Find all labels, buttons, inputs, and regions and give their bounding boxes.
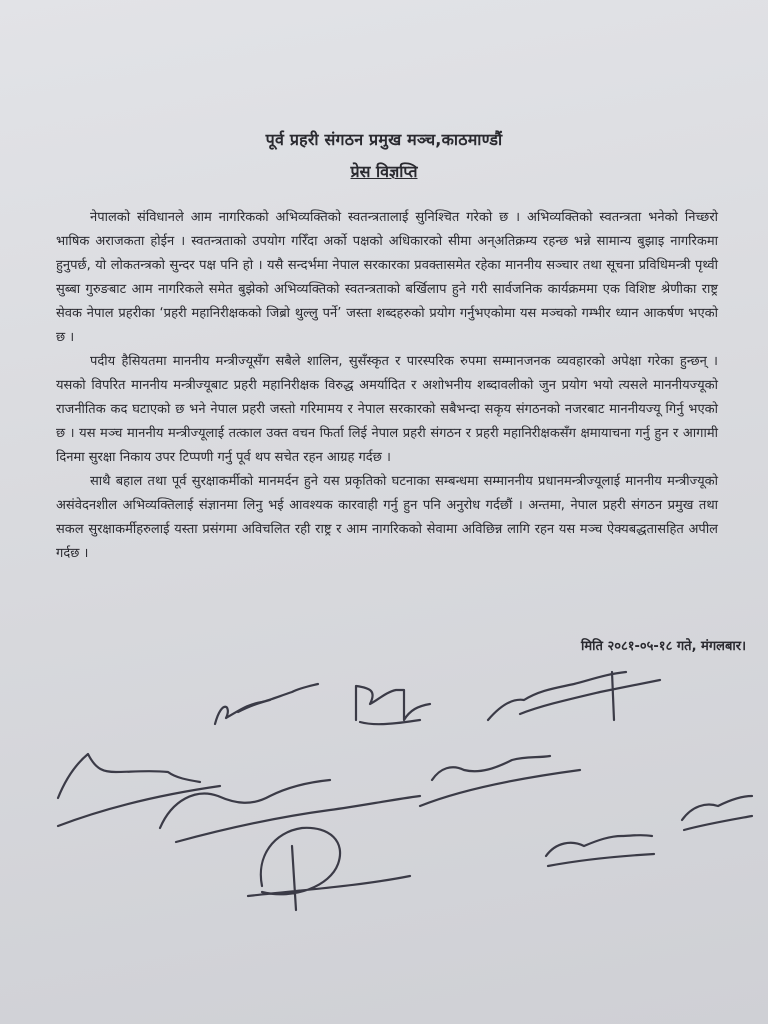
organization-name: पूर्व प्रहरी संगठन प्रमुख मञ्च,काठमाण्डौं bbox=[265, 130, 503, 149]
signature-3 bbox=[488, 672, 660, 720]
signatures-graphic bbox=[0, 660, 768, 920]
signature-2 bbox=[356, 686, 430, 724]
paragraph-1: नेपालको संविधानले आम नागरिकको अभिव्यक्तिको स्वतन्त्रतालाई सुनिश्चित गरेको छ । अभिव्यक्तिको स्वतन्त्रता भनेको निच्छरो भाषिक अराजकता होईन । स्वतन्त्रताको उपयोग गरिँदा अर्को पक्षको अधिकारको सीमा अन्अतिक्रम्य रहन्छ भन्ने सामान्य बुझाइ नागरिकमा हुनुपर्छ, यो लोकतन्त्रको सुन्दर पक्ष पनि हो । यसै सन्दर्भमा नेपाल सरकारका प्रवक्तासमेत रहेका माननीय सञ्चार तथा सूचना प्रविधिमन्त्री पृथ्वी सुब्बा गुरुङबाट आम नागरिकले समेत बुझेको अभिव्यक्तिको स्वतन्त्रताको बर्खिलाप हुने गरी सार्वजनिक कार्यक्रममा एक विशिष्ट श्रेणीका राष्ट्र सेवक नेपाल प्रहरीका ‘प्रहरी महानिरीक्षकको जिब्रो थुल्लु पर्ने’ जस्ता शब्दहरुको प्रयोग गर्नुभएकोमा यस मञ्चको गम्भीर ध्यान आकर्षण भएको छ । bbox=[56, 210, 718, 345]
signature-7 bbox=[248, 828, 410, 910]
signature-6 bbox=[420, 756, 580, 806]
date-line: मिति २०८१-०५-१८ गते, मंगलबार। bbox=[581, 639, 746, 654]
signature-1 bbox=[215, 684, 318, 724]
letterhead bbox=[0, 128, 768, 182]
signature-4 bbox=[58, 754, 220, 826]
signature-block bbox=[0, 660, 768, 920]
paragraph-3: साथै बहाल तथा पूर्व सुरक्षाकर्मीको मानमर्दन हुने यस प्रकृतिको घटनाका सम्बन्धमा सम्माननीय प्रधानमन्त्रीज्यूलाई माननीय मन्त्रीज्यूको असंवेदनशील अभिव्यक्तिलाई संज्ञानमा लिनु भई आवश्यक कारवाही गर्नु हुन पनि अनुरोध गर्दछौं । अन्तमा, नेपाल प्रहरी संगठन प्रमुख तथा सकल सुरक्षाकर्मीहरुलाई यस्ता प्रसंगमा अविचलित रही राष्ट्र र आम नागरिकको सेवामा अविछिन्न लागि रहन यस मञ्च ऐक्यबद्धतासहित अपील गर्दछ । bbox=[56, 474, 718, 561]
signature-8 bbox=[546, 835, 654, 866]
paragraph-2: पदीय हैसियतमा माननीय मन्त्रीज्यूसँग सबैले शालिन, सुसँस्कृत र पारस्परिक रुपमा सम्मानजनक व्यवहारको अपेक्षा गरेका हुन्छन् । यसको विपरित माननीय मन्त्रीज्यूबाट प्रहरी महानिरीक्षक विरुद्ध अमर्यादित र अशोभनीय शब्दावलीको जुन प्रयोग भयो त्यसले माननीयज्यूको राजनीतिक कद घटाएको छ भने नेपाल प्रहरी जस्तो गरिमामय र नेपाल सरकारको सबैभन्दा सकृय संगठनको नजरबाट माननीयज्यू गिर्नु भएको छ । यस मञ्च माननीय मन्त्रीज्यूलाई तत्काल उक्त वचन फिर्ता लिई नेपाल प्रहरी संगठन र प्रहरी महानिरीक्षकसँग क्षमायाचना गर्नु हुन र आगामी दिनमा सुरक्षा निकाय उपर टिप्पणी गर्नु पूर्व थप सचेत रहन आग्रह गर्दछ । bbox=[56, 354, 718, 465]
signature-9 bbox=[682, 796, 752, 830]
document-type-title: प्रेस विज्ञप्ति bbox=[350, 162, 418, 181]
statement-body bbox=[56, 206, 718, 566]
